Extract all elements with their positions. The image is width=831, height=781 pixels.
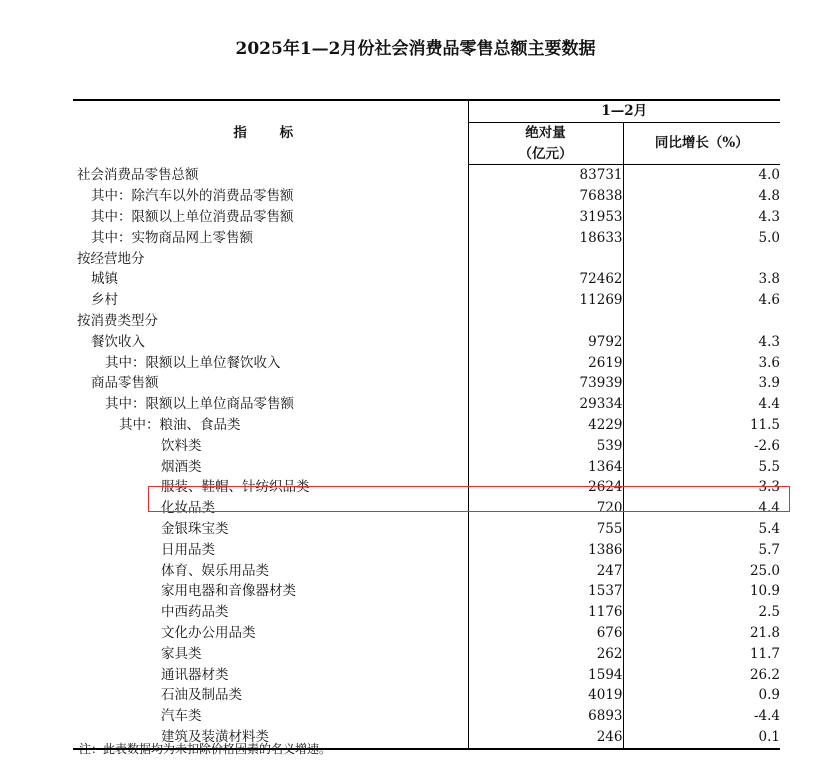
indicator-name: 饮料类 bbox=[73, 436, 468, 457]
absolute-value: 6893 bbox=[468, 706, 623, 727]
absolute-value: 29334 bbox=[468, 394, 623, 415]
yoy-growth: 4.4 bbox=[758, 396, 780, 413]
table-row bbox=[73, 290, 780, 311]
table-row bbox=[73, 436, 780, 457]
table-row bbox=[73, 249, 780, 270]
yoy-growth: -4.4 bbox=[753, 708, 780, 725]
indicator-name: 其中：限额以上单位商品零售额 bbox=[73, 394, 468, 415]
yoy-growth: 2.5 bbox=[758, 604, 780, 621]
table-row bbox=[73, 353, 780, 374]
absolute-value: 1364 bbox=[468, 457, 623, 478]
indicator-name: 其中：实物商品网上零售额 bbox=[73, 228, 468, 249]
yoy-growth bbox=[623, 249, 780, 270]
absolute-value: 1594 bbox=[468, 665, 623, 686]
absolute-value: 83731 bbox=[468, 165, 623, 186]
yoy-growth: 5.7 bbox=[758, 541, 780, 558]
yoy-growth: 25.0 bbox=[749, 562, 780, 579]
table-row bbox=[73, 623, 780, 644]
yoy-growth: 0.9 bbox=[758, 687, 780, 704]
yoy-growth: 4.6 bbox=[758, 292, 780, 309]
table-row bbox=[73, 685, 780, 706]
indicator-name: 烟酒类 bbox=[73, 457, 468, 478]
table-row bbox=[73, 665, 780, 686]
absolute-value: 76838 bbox=[468, 186, 623, 207]
yoy-growth: 10.9 bbox=[749, 583, 780, 600]
yoy-growth: 5.0 bbox=[758, 229, 780, 246]
absolute-value: 1537 bbox=[468, 581, 623, 602]
indicator-header: 指 标 bbox=[73, 100, 468, 165]
absolute-value: 73939 bbox=[468, 373, 623, 394]
table-row bbox=[73, 561, 780, 582]
absolute-header-line2: （亿元） bbox=[518, 145, 573, 162]
indicator-name: 建筑及装潢材料类 bbox=[73, 727, 468, 749]
absolute-value: 539 bbox=[468, 436, 623, 457]
table-row bbox=[73, 186, 780, 207]
absolute-value: 247 bbox=[468, 561, 623, 582]
absolute-value: 4019 bbox=[468, 685, 623, 706]
period-header: 1—2月 bbox=[468, 100, 780, 122]
absolute-value: 31953 bbox=[468, 207, 623, 228]
absolute-value: 755 bbox=[468, 519, 623, 540]
absolute-value: 11269 bbox=[468, 290, 623, 311]
yoy-growth: 3.3 bbox=[758, 479, 780, 496]
absolute-value: 72462 bbox=[468, 269, 623, 290]
absolute-value: 720 bbox=[468, 498, 623, 519]
indicator-name: 餐饮收入 bbox=[73, 332, 468, 353]
yoy-growth: 4.3 bbox=[758, 333, 780, 350]
table-row bbox=[73, 373, 780, 394]
table-row bbox=[73, 457, 780, 478]
table-row bbox=[73, 540, 780, 561]
indicator-name: 服装、鞋帽、针纺织品类 bbox=[73, 477, 468, 498]
page-title: 2025年1—2月份社会消费品零售总额主要数据 bbox=[235, 39, 596, 59]
indicator-name: 社会消费品零售总额 bbox=[73, 165, 468, 186]
yoy-growth: 3.8 bbox=[758, 271, 780, 288]
absolute-value: 262 bbox=[468, 644, 623, 665]
absolute-value: 18633 bbox=[468, 228, 623, 249]
table-row bbox=[73, 602, 780, 623]
indicator-name: 商品零售额 bbox=[73, 373, 468, 394]
absolute-value: 4229 bbox=[468, 415, 623, 436]
indicator-name: 文化办公用品类 bbox=[73, 623, 468, 644]
yoy-growth: 0.1 bbox=[758, 728, 780, 745]
yoy-growth: 3.6 bbox=[758, 354, 780, 371]
indicator-name: 家具类 bbox=[73, 644, 468, 665]
retail-sales-table bbox=[73, 99, 780, 750]
absolute-value: 1386 bbox=[468, 540, 623, 561]
yoy-growth: 5.5 bbox=[758, 458, 780, 475]
yoy-growth: 21.8 bbox=[749, 624, 780, 641]
yoy-growth: 4.0 bbox=[758, 167, 780, 184]
absolute-header-line1: 绝对量 bbox=[525, 124, 566, 141]
table-row bbox=[73, 581, 780, 602]
absolute-value bbox=[468, 249, 623, 270]
absolute-value: 2619 bbox=[468, 353, 623, 374]
indicator-name: 金银珠宝类 bbox=[73, 519, 468, 540]
indicator-name: 日用品类 bbox=[73, 540, 468, 561]
indicator-name: 其中：限额以上单位消费品零售额 bbox=[73, 207, 468, 228]
indicator-name: 通讯器材类 bbox=[73, 665, 468, 686]
table-row bbox=[73, 228, 780, 249]
table-row bbox=[73, 165, 780, 186]
yoy-growth: 4.3 bbox=[758, 208, 780, 225]
table-row bbox=[73, 498, 780, 519]
table-row bbox=[73, 644, 780, 665]
absolute-value: 676 bbox=[468, 623, 623, 644]
absolute-value bbox=[468, 311, 623, 332]
indicator-name: 其中：限额以上单位餐饮收入 bbox=[73, 353, 468, 374]
yoy-header: 同比增长（%） bbox=[623, 122, 780, 165]
yoy-growth: 11.5 bbox=[749, 416, 780, 433]
indicator-name: 按消费类型分 bbox=[73, 311, 468, 332]
table-row bbox=[73, 394, 780, 415]
table-row bbox=[73, 269, 780, 290]
indicator-name: 按经营地分 bbox=[73, 249, 468, 270]
absolute-value: 1176 bbox=[468, 602, 623, 623]
indicator-name: 石油及制品类 bbox=[73, 685, 468, 706]
table-row bbox=[73, 477, 780, 498]
indicator-name: 其中：粮油、食品类 bbox=[73, 415, 468, 436]
indicator-name: 家用电器和音像器材类 bbox=[73, 581, 468, 602]
yoy-growth: 11.7 bbox=[749, 645, 780, 662]
yoy-growth: 4.8 bbox=[758, 188, 780, 205]
indicator-name: 汽车类 bbox=[73, 706, 468, 727]
footnote: 注：此表数据均为未扣除价格因素的名义增速。 bbox=[79, 742, 332, 756]
table-row bbox=[73, 415, 780, 436]
yoy-growth: 26.2 bbox=[749, 666, 780, 683]
yoy-growth: 4.4 bbox=[758, 500, 780, 517]
absolute-value: 2624 bbox=[468, 477, 623, 498]
table-row bbox=[73, 207, 780, 228]
table-row bbox=[73, 311, 780, 332]
absolute-header bbox=[468, 122, 623, 165]
indicator-name: 乡村 bbox=[73, 290, 468, 311]
indicator-name: 中西药品类 bbox=[73, 602, 468, 623]
yoy-growth: 3.9 bbox=[758, 375, 780, 392]
absolute-value: 246 bbox=[468, 727, 623, 749]
table-body bbox=[73, 165, 780, 749]
table-row bbox=[73, 519, 780, 540]
yoy-growth bbox=[623, 311, 780, 332]
indicator-name: 体育、娱乐用品类 bbox=[73, 561, 468, 582]
table-row bbox=[73, 706, 780, 727]
indicator-name: 城镇 bbox=[73, 269, 468, 290]
indicator-name: 其中：除汽车以外的消费品零售额 bbox=[73, 186, 468, 207]
yoy-growth: -2.6 bbox=[753, 437, 780, 454]
table-row bbox=[73, 332, 780, 353]
yoy-growth: 5.4 bbox=[758, 520, 780, 537]
indicator-name: 化妆品类 bbox=[73, 498, 468, 519]
absolute-value: 9792 bbox=[468, 332, 623, 353]
